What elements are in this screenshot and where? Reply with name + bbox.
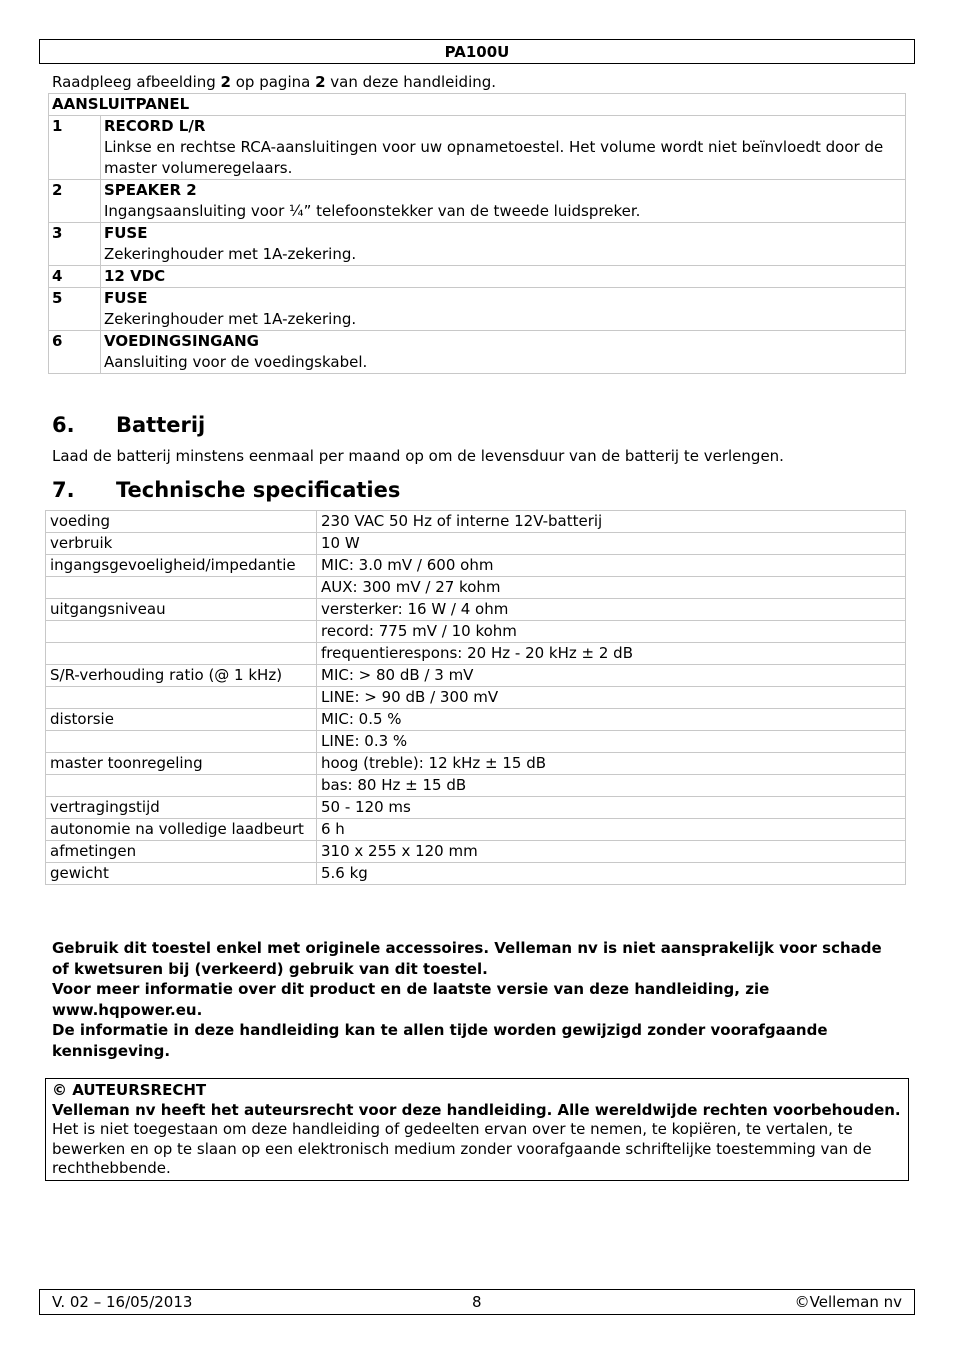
table-row [46, 841, 906, 863]
spec-label: ingangsgevoeligheid/impedantie [46, 555, 317, 577]
section-title: Batterij [116, 413, 206, 437]
row-description: Linkse en rechtse RCA-aansluitingen voor uw opnametoestel. Het volume wordt niet beïnvloedt door de master volumeregelaars. [104, 138, 884, 177]
spec-label: gewicht [46, 863, 317, 885]
spec-value: 6 h [317, 819, 906, 841]
connection-rows [49, 116, 906, 374]
table-row [46, 797, 906, 819]
table-row [46, 555, 906, 577]
footer-version: V. 02 – 16/05/2013 [52, 1293, 193, 1311]
table-row [46, 687, 906, 709]
table-row [46, 775, 906, 797]
spec-value: 50 - 120 ms [317, 797, 906, 819]
row-number: 4 [49, 266, 101, 288]
page-footer [39, 1289, 915, 1315]
table-row [46, 533, 906, 555]
spec-label: afmetingen [46, 841, 317, 863]
section-6-heading: 6. Batterij [52, 413, 206, 437]
spec-label: verbruik [46, 533, 317, 555]
table-row [46, 643, 906, 665]
row-number: 2 [49, 180, 101, 223]
table-row [46, 621, 906, 643]
row-title: RECORD L/R [104, 117, 206, 135]
row-description: Zekeringhouder met 1A-zekering. [104, 310, 357, 328]
spec-label: voeding [46, 511, 317, 533]
table-row [49, 223, 906, 266]
spec-label [46, 775, 317, 797]
spec-label: master toonregeling [46, 753, 317, 775]
spec-value: MIC: > 80 dB / 3 mV [317, 665, 906, 687]
notice-line: Voor meer informatie over dit product en de laatste versie van deze handleiding, zie www.hqpower.eu. [52, 980, 770, 1019]
battery-text: Laad de batterij minstens eenmaal per maand op om de levensduur van de batterij te verlengen. [52, 447, 784, 465]
spec-value: versterker: 16 W / 4 ohm [317, 599, 906, 621]
row-content [101, 331, 906, 374]
row-content [101, 180, 906, 223]
spec-value: MIC: 0.5 % [317, 709, 906, 731]
table-row [46, 863, 906, 885]
table-row [46, 577, 906, 599]
table-title: AANSLUITPANEL [49, 94, 906, 116]
table-row [49, 116, 906, 180]
table-row [49, 331, 906, 374]
footer-page-number: 8 [472, 1293, 482, 1311]
spec-value: 310 x 255 x 120 mm [317, 841, 906, 863]
row-content [101, 116, 906, 180]
table-header-row [49, 94, 906, 116]
copyright-text: Velleman nv heeft het auteursrecht voor deze handleiding. Alle wereldwijde rechten voorbehouden. Het is niet toegestaan om deze handleiding of gedeelten ervan over te nemen, te kopiëren, te vertalen, te bewerken en op te slaan op een elektronisch medium zonder voorafgaande schriftelijke toestemming van de rechthebbende. [52, 1100, 901, 1177]
spec-label [46, 577, 317, 599]
row-content [101, 288, 906, 331]
intro-text: Raadpleeg afbeelding 2 op pagina 2 van deze handleiding. [52, 73, 497, 91]
table-row [46, 753, 906, 775]
table-row [46, 731, 906, 753]
spec-value: LINE: > 90 dB / 300 mV [317, 687, 906, 709]
row-number: 3 [49, 223, 101, 266]
model-name: PA100U [444, 43, 510, 61]
spec-value: record: 775 mV / 10 kohm [317, 621, 906, 643]
row-description: Ingangsaansluiting voor ¼” telefoonstekker van de tweede luidspreker. [104, 202, 641, 220]
spec-label: distorsie [46, 709, 317, 731]
page-header [39, 39, 915, 64]
copyright-title: © AUTEURSRECHT [52, 1081, 207, 1099]
row-title: SPEAKER 2 [104, 181, 197, 199]
row-description: Aansluiting voor de voedingskabel. [104, 353, 368, 371]
row-title: FUSE [104, 224, 148, 242]
spec-label [46, 687, 317, 709]
row-title: VOEDINGSINGANG [104, 332, 259, 350]
spec-value: 10 W [317, 533, 906, 555]
row-title: 12 VDC [104, 267, 166, 285]
row-number: 1 [49, 116, 101, 180]
row-title: FUSE [104, 289, 148, 307]
spec-label: vertragingstijd [46, 797, 317, 819]
notice-line: De informatie in deze handleiding kan te allen tijde worden gewijzigd zonder voorafgaande kennisgeving. [52, 1021, 828, 1060]
row-description: Zekeringhouder met 1A-zekering. [104, 245, 357, 263]
spec-label: autonomie na volledige laadbeurt [46, 819, 317, 841]
table-row [49, 288, 906, 331]
table-row [46, 665, 906, 687]
spec-label [46, 643, 317, 665]
spec-value: AUX: 300 mV / 27 kohm [317, 577, 906, 599]
row-number: 6 [49, 331, 101, 374]
section-title: Technische specificaties [116, 478, 401, 502]
row-content [101, 223, 906, 266]
spec-value: 230 VAC 50 Hz of interne 12V-batterij [317, 511, 906, 533]
notice-line: Gebruik dit toestel enkel met originele accessoires. Velleman nv is niet aansprakelijk voor schade of kwetsuren bij (verkeerd) gebruik van dit toestel. [52, 939, 882, 978]
spec-value: bas: 80 Hz ± 15 dB [317, 775, 906, 797]
spec-table [45, 510, 906, 885]
table-row [46, 599, 906, 621]
section-7-heading: 7. Technische specificaties [52, 478, 401, 502]
spec-label: S/R-verhouding ratio (@ 1 kHz) [46, 665, 317, 687]
spec-value: 5.6 kg [317, 863, 906, 885]
copyright-box [45, 1078, 909, 1181]
table-row [46, 511, 906, 533]
table-row [46, 819, 906, 841]
table-row [46, 709, 906, 731]
table-row [49, 180, 906, 223]
row-content [101, 266, 906, 288]
spec-value: hoog (treble): 12 kHz ± 15 dB [317, 753, 906, 775]
spec-value: LINE: 0.3 % [317, 731, 906, 753]
spec-label: uitgangsniveau [46, 599, 317, 621]
table-row [49, 266, 906, 288]
footer-company: ©Velleman nv [794, 1293, 902, 1311]
notice-text [52, 938, 892, 1061]
spec-value: MIC: 3.0 mV / 600 ohm [317, 555, 906, 577]
row-number: 5 [49, 288, 101, 331]
spec-label [46, 731, 317, 753]
spec-value: frequentierespons: 20 Hz - 20 kHz ± 2 dB [317, 643, 906, 665]
spec-label [46, 621, 317, 643]
connection-panel-table [48, 93, 906, 374]
